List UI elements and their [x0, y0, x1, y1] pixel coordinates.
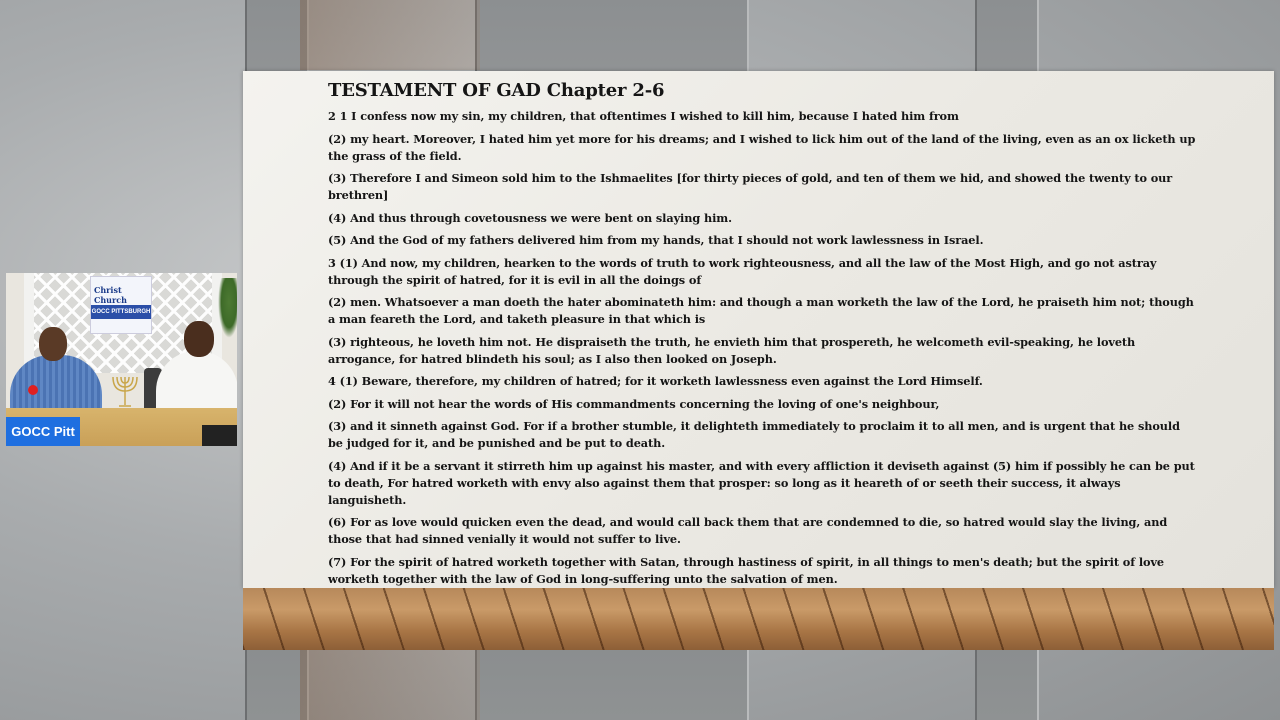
microphone-icon	[28, 385, 38, 395]
verse-line: 4 (1) Beware, therefore, my children of hatred; for it worketh lawlessness even against the Lord Himself.	[328, 374, 983, 388]
verse-line: (6) For as love would quicken even the dead, and would call back them that are condemned to die, so hatred would slay the living, and those that had sinned venially it would not suffer to live.	[328, 515, 1168, 546]
verse-line: (2) men. Whatsoever a man doeth the hater abominateth him: and though a man worketh the law of the Lord, he praiseth him not; though a man feareth the Lord, and taketh pleasure in that which is	[328, 295, 1194, 326]
verse-line: (3) and it sinneth against God. For if a brother stumble, it delighteth immediately to proclaim it to all men, and is urgent that he should be judged for it, and be punished and be put to death.	[328, 419, 1180, 450]
verse-line: (3) righteous, he loveth him not. He dispraiseth the truth, he envieth him that prospereth, he welcometh evil-speaking, he loveth arrogance, for hatred blindeth his soul; as I also then looked on Joseph.	[328, 334, 1136, 366]
church-sign-title: Christ Church	[94, 285, 127, 305]
scripture-slide	[243, 71, 1274, 588]
rust-stain	[300, 0, 480, 70]
verse-line: (4) And thus through covetousness we were bent on slaying him.	[328, 210, 732, 225]
verse-line: (7) For the spirit of hatred worketh together with Satan, through hastiness of spirit, in all things to men's death; but the spirit of love worketh together with the law of God in long-suffering unto the salvation of men.	[328, 554, 1165, 586]
church-sign-band: GOCC PITTSBURGH	[91, 305, 151, 319]
speaker-right-body	[156, 351, 237, 416]
verse-line: (3) Therefore I and Simeon sold him to the Ishmaelites [for thirty pieces of gold, and ten of them we hid, and showed the twenty to our brethren]	[328, 171, 1173, 202]
verse-line: (4) And if it be a servant it stirreth him up against his master, and with every affliction it deviseth against (5) him if possibly he can be put to death, For hatred worketh with envy also against them that prosper: so long as it heareth of or seeth their success, it always languisheth.	[328, 458, 1195, 507]
menorah-icon	[110, 373, 140, 409]
rust-stain	[300, 650, 480, 720]
slide-title: TESTAMENT OF GAD Chapter 2-6	[328, 80, 665, 101]
plant	[218, 278, 237, 338]
laptop	[202, 425, 237, 446]
verse-line: 3 (1) And now, my children, hearken to the words of truth to work righteousness, and all the law of the Most High, and go not astray through the spirit of hatred, for it is evil in all the doings of	[328, 255, 1157, 287]
verse-line: (2) For it will not hear the words of His commandments concerning the loving of one's neighbour,	[328, 396, 940, 411]
verse-line: 2 1 I confess now my sin, my children, that oftentimes I wished to kill him, because I hated him from	[328, 109, 959, 123]
verse-line: (5) And the God of my fathers delivered him from my hands, that I should not work lawlessness in Israel.	[328, 233, 984, 247]
slide-content	[328, 80, 1198, 593]
speaker-left-head	[39, 327, 67, 361]
speaker-left-body	[10, 355, 102, 415]
webcam-label: GOCC Pitt	[6, 417, 80, 446]
verse-line: (2) my heart. Moreover, I hated him yet more for his dreams; and I wished to lick him out of the land of the living, even as an ox licketh up the grass of the field.	[328, 131, 1196, 163]
church-sign	[90, 276, 152, 334]
speaker-right-head	[184, 321, 214, 357]
wooden-floor	[243, 588, 1274, 650]
